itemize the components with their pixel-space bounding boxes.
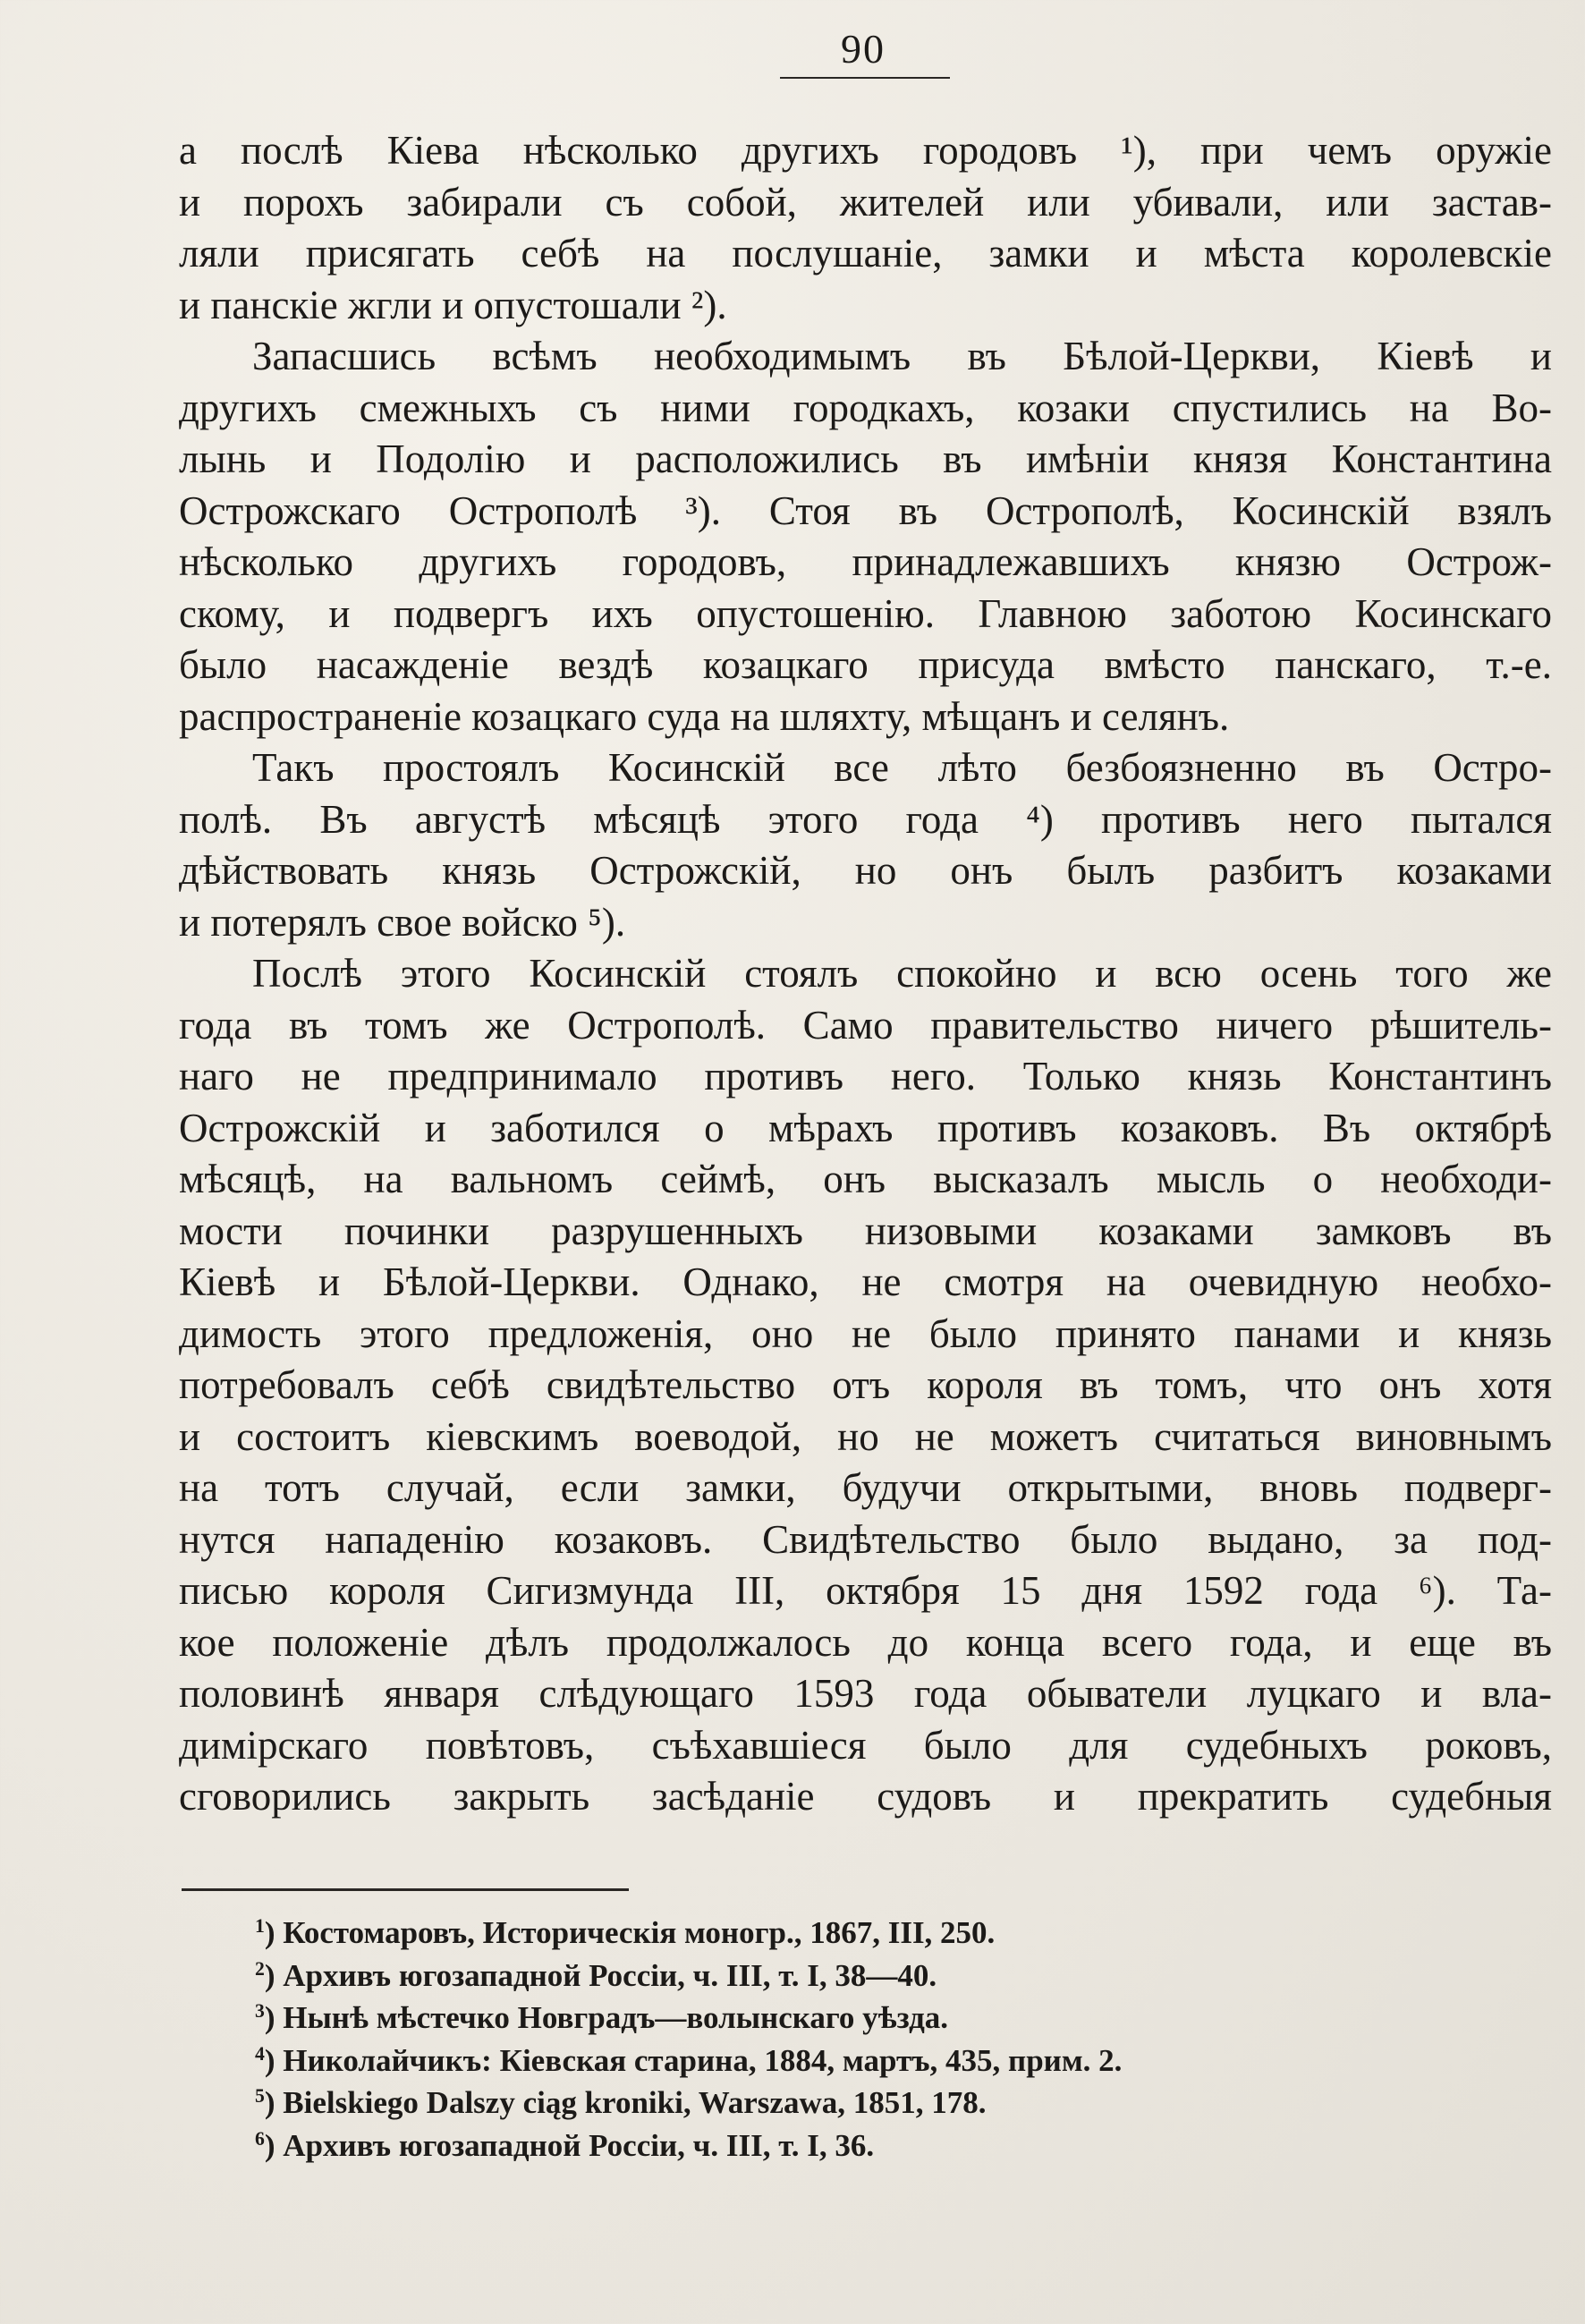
- footnote-mark-paren: ): [264, 2042, 284, 2078]
- body-line: нутся нападенію козаковъ. Свидѣтельство было выдано, за под-: [179, 1516, 1552, 1562]
- footnote-mark: 5: [255, 2085, 265, 2108]
- footnote: [255, 2125, 1525, 2167]
- page-number-rule: [780, 77, 950, 79]
- body-line: скому, и подвергъ ихъ опустошенію. Главною заботою Косинскаго: [179, 590, 1552, 636]
- body-line: было насажденіе вездѣ козацкаго присуда вмѣсто панскаго, т.-е.: [179, 642, 1552, 687]
- body-line: и потерялъ свое войско ⁵).: [179, 899, 626, 945]
- body-line: и порохъ забирали съ собой, жителей или убивали, или застав-: [179, 179, 1552, 225]
- body-line: Такъ простоялъ Косинскій все лѣто безбоязненно въ Остро-: [252, 745, 1552, 790]
- footnote-text: Архивъ югозападной Россіи, ч. III, т. I, 36.: [283, 2127, 875, 2163]
- body-line: Кіевѣ и Бѣлой-Церкви. Однако, не смотря на очевидную необхо-: [179, 1260, 1552, 1304]
- footnote-mark: 2: [255, 1957, 265, 1980]
- body-line: писью короля Сигизмунда III, октября 15 дня 1592 года ⁶). Та-: [179, 1568, 1552, 1613]
- footnote-mark-paren: ): [264, 2000, 284, 2035]
- footnote-mark-paren: ): [264, 2085, 284, 2120]
- body-line: на тотъ случай, если замки, будучи открытыми, вновь подверг-: [179, 1465, 1552, 1510]
- footnote-text: Николайчикъ: Кіевская старина, 1884, мартъ, 435, прим. 2.: [283, 2042, 1123, 2078]
- body-line: и панскіе жгли и опустошали ²).: [179, 282, 727, 327]
- body-line: дѣйствовать князь Острожскій, но онъ былъ разбитъ козаками: [179, 848, 1552, 893]
- footnote-mark: 6: [255, 2127, 265, 2150]
- body-line: кое положеніе дѣлъ продолжалось до конца всего года, и еще въ: [179, 1619, 1552, 1665]
- footnote-mark: 3: [255, 2000, 265, 2023]
- footnote-mark: 4: [255, 2042, 265, 2065]
- footnotes: [255, 1912, 1525, 2167]
- footnote-mark-paren: ): [264, 1957, 284, 1993]
- body-line: ляли присягать себѣ на послушаніе, замки и мѣста королевскіе: [179, 231, 1552, 276]
- footnote: [255, 1912, 1525, 1955]
- body-line: Острожскій и заботился о мѣрахъ противъ козаковъ. Въ октябрѣ: [179, 1105, 1552, 1150]
- body-line: Острожскаго Острополѣ ³). Стоя въ Острополѣ, Косинскій взялъ: [179, 488, 1552, 533]
- body-line: димірскаго повѣтовъ, съѣхавшіеся было для судебныхъ роковъ,: [179, 1722, 1552, 1768]
- body-line: сговорились закрыть засѣданіе судовъ и прекратить судебныя: [179, 1774, 1552, 1819]
- body-line: а послѣ Кіева нѣсколько другихъ городовъ ¹), при чемъ оружіе: [179, 128, 1552, 173]
- footnote-mark-paren: ): [264, 2127, 284, 2163]
- body-line: мѣсяцѣ, на вальномъ сеймѣ, онъ высказалъ мысль о необходи-: [179, 1157, 1552, 1201]
- footnote-text: Нынѣ мѣстечко Новградъ—волынскаго уѣзда.: [283, 2000, 949, 2035]
- body-line: потребовалъ себѣ свидѣтельство отъ короля въ томъ, что онъ хотя: [179, 1362, 1552, 1407]
- body-line: димость этого предложенія, оно не было принято панами и князь: [179, 1310, 1552, 1356]
- footnote: [255, 2082, 1525, 2125]
- body-line: половинѣ января слѣдующаго 1593 года обыватели луцкаго и вла-: [179, 1671, 1552, 1716]
- page-number: 90: [841, 26, 886, 72]
- footnote-text: Костомаровъ, Историческія моногр., 1867, III, 250.: [283, 1915, 996, 1950]
- footnote: [255, 2040, 1525, 2082]
- body-line: лынь и Подолію и расположились въ имѣніи князя Константина: [179, 437, 1552, 481]
- footnote-text: Bielskiego Dalszy ciąg kroniki, Warszawa, 1851, 178.: [283, 2085, 987, 2120]
- footnote-text: Архивъ югозападной Россіи, ч. III, т. I, 38—40.: [283, 1957, 937, 1993]
- body-line: Послѣ этого Косинскій стоялъ спокойно и всю осень того же: [252, 951, 1552, 996]
- body-line: распространеніе козацкаго суда на шляхту, мѣщанъ и селянъ.: [179, 693, 1230, 739]
- body-line: мости починки разрушенныхъ низовыми козаками замковъ въ: [179, 1208, 1552, 1253]
- body-line: наго не предпринимало противъ него. Только князь Константинъ: [179, 1054, 1552, 1098]
- footnote-mark-paren: ): [264, 1915, 284, 1950]
- body-line: года въ томъ же Острополѣ. Само правительство ничего рѣшитель-: [179, 1002, 1552, 1047]
- body-line: нѣсколько другихъ городовъ, принадлежавшихъ князю Острож-: [179, 539, 1552, 584]
- body-line: другихъ смежныхъ съ ними городкахъ, козаки спустились на Во-: [179, 385, 1552, 430]
- footnote: [255, 1997, 1525, 2040]
- body-line: полѣ. Въ августѣ мѣсяцѣ этого года ⁴) противъ него пытался: [179, 796, 1552, 842]
- footnote-separator: [182, 1888, 629, 1891]
- body-line: Запасшись всѣмъ необходимымъ въ Бѣлой-Церкви, Кіевѣ и: [252, 334, 1552, 378]
- body-line: и состоитъ кіевскимъ воеводой, но не можетъ считаться виновнымъ: [179, 1413, 1552, 1459]
- footnote: [255, 1955, 1525, 1997]
- footnote-mark: 1: [255, 1915, 265, 1938]
- body-text: [179, 125, 1552, 1823]
